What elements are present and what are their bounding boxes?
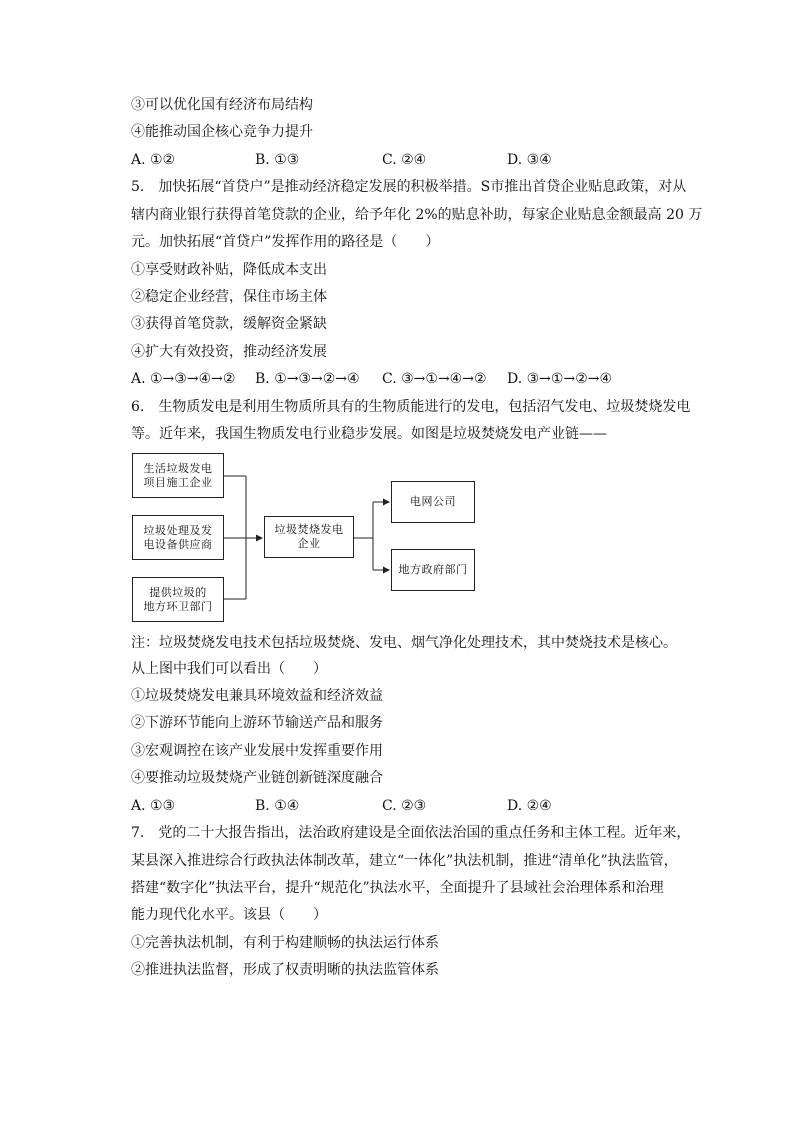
q7-stem-line-4: 能力现代化水平。该县（ ）: [131, 907, 327, 923]
q6-statement-4: ④要推动垃圾焚烧产业链创新链深度融合: [131, 770, 383, 786]
q5-stem-line-3: 元。加快拓展“首贷户”发挥作用的路径是（ ）: [131, 234, 440, 250]
q6-statement-2: ②下游环节能向上游环节输送产品和服务: [131, 715, 383, 731]
q6-statement-3: ③宏观调控在该产业发展中发挥重要作用: [131, 743, 383, 759]
q6-statement-1: ①垃圾焚烧发电兼具环境效益和经济效益: [131, 688, 383, 704]
q7-stem-line-3: 搭建“数字化”执法平台，提升“规范化”执法水平，全面提升了县域社会治理体系和治理: [131, 880, 664, 896]
q5-statement-2: ②稳定企业经营，保住市场主体: [131, 289, 327, 305]
q4-statement-3: ③可以优化国有经济布局结构: [131, 97, 313, 113]
box-incineration-enterprise: 垃圾焚烧发电 企业: [264, 516, 354, 558]
q5-option-b[interactable]: B. ①→③→②→④: [255, 371, 360, 387]
q6-options: [131, 797, 691, 815]
q4-option-c[interactable]: C. ②④: [382, 152, 427, 168]
box-sanitation-department: 提供垃圾的 地方环卫部门: [132, 577, 224, 622]
q5-option-c[interactable]: C. ③→①→④→②: [382, 371, 487, 387]
q5-stem-line-1: 5. 加快拓展“首贷户”是推动经济稳定发展的积极举措。S市推出首贷企业贴息政策，对从: [131, 179, 687, 195]
q7-statement-1: ①完善执法机制，有利于构建顺畅的执法运行体系: [131, 935, 439, 951]
q6-option-d[interactable]: D. ②④: [507, 798, 552, 814]
q6-stem-line-1: 6. 生物质发电是利用生物质所具有的生物质能进行的发电，包括沼气发电、垃圾焚烧发电: [131, 399, 691, 415]
q7-statement-2: ②推进执法监督，形成了权责明晰的执法监管体系: [131, 962, 439, 978]
q5-option-d[interactable]: D. ③→①→②→④: [507, 371, 613, 387]
q5-option-a[interactable]: A. ①→③→④→②: [131, 371, 236, 387]
q4-statement-4: ④能推动国企核心竞争力提升: [131, 124, 313, 140]
box-construction-enterprise: 生活垃圾发电 项目施工企业: [132, 453, 224, 498]
q6-option-a[interactable]: A. ①③: [131, 798, 176, 814]
box-local-government: 地方政府部门: [391, 549, 475, 591]
q6-option-b[interactable]: B. ①④: [255, 798, 300, 814]
q6-note: 注：垃圾焚烧发电技术包括垃圾焚烧、发电、烟气净化处理技术，其中焚烧技术是核心。: [131, 635, 677, 651]
q5-statement-1: ①享受财政补贴，降低成本支出: [131, 262, 327, 278]
box-grid-company: 电网公司: [391, 481, 475, 523]
q4-option-a[interactable]: A. ①②: [131, 152, 176, 168]
q6-option-c[interactable]: C. ②③: [382, 798, 427, 814]
q5-stem-line-2: 辖内商业银行获得首笔贷款的企业，给予年化 2%的贴息补助，每家企业贴息金额最高 20 万: [131, 207, 703, 223]
q5-options: [131, 370, 691, 388]
q5-statement-3: ③获得首笔贷款，缓解资金紧缺: [131, 316, 327, 332]
q7-stem-line-1: 7. 党的二十大报告指出，法治政府建设是全面依法治国的重点任务和主体工程。近年来，: [131, 825, 691, 841]
q4-option-b[interactable]: B. ①③: [255, 152, 300, 168]
q6-question: 从上图中我们可以看出（ ）: [131, 661, 327, 677]
q6-stem-line-2: 等。近年来，我国生物质发电行业稳步发展。如图是垃圾焚烧发电产业链——: [131, 426, 607, 442]
q7-stem-line-2: 某县深入推进综合行政执法体制改革，建立“一体化”执法机制，推进“清单化”执法监管，: [131, 853, 678, 869]
box-equipment-supplier: 垃圾处理及发 电设备供应商: [132, 515, 224, 560]
q4-options: [131, 151, 691, 169]
q5-statement-4: ④扩大有效投资，推动经济发展: [131, 344, 327, 360]
q4-option-d[interactable]: D. ③④: [507, 152, 552, 168]
